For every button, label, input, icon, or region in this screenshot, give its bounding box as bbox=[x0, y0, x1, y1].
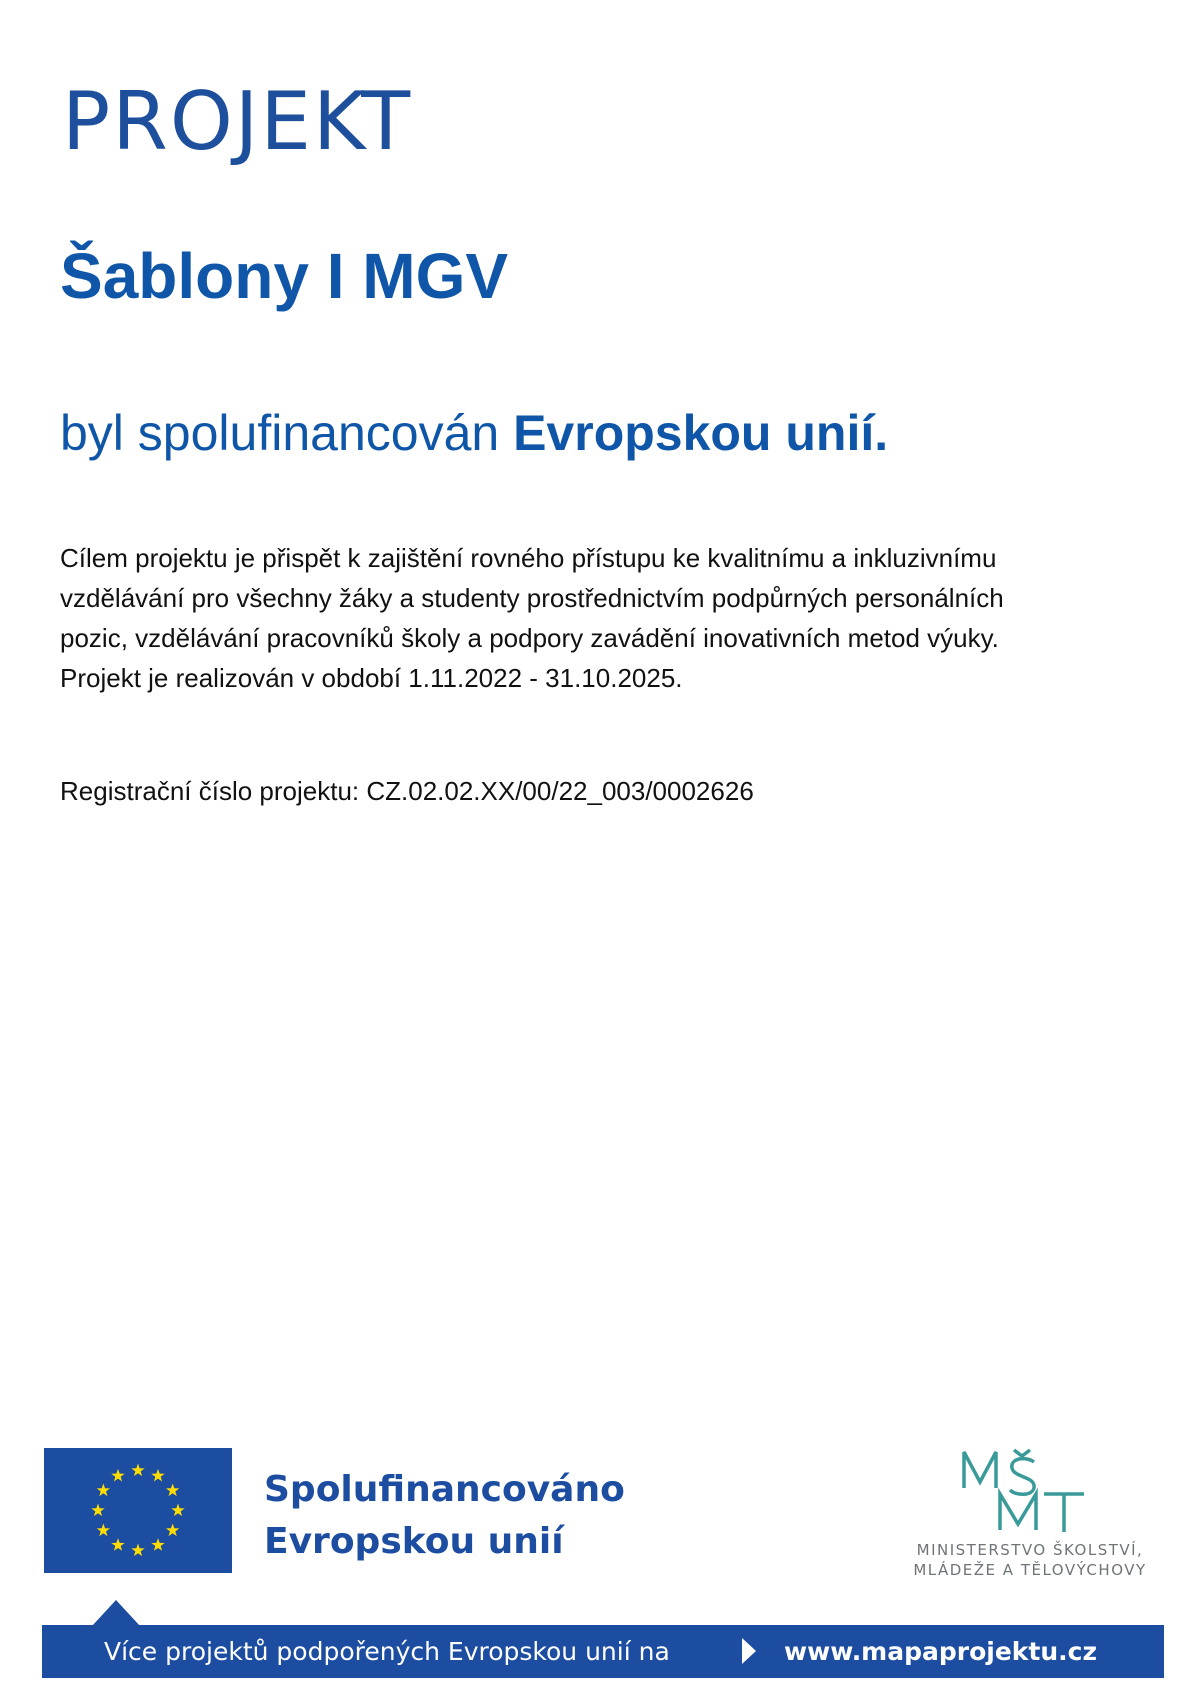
eu-logo-line2: Evropskou unií bbox=[264, 1521, 564, 1562]
eu-star-icon bbox=[131, 1544, 144, 1557]
msmt-logo-text bbox=[880, 1540, 1180, 1580]
eu-star-icon bbox=[111, 1538, 124, 1551]
eu-star-icon bbox=[166, 1484, 179, 1497]
description-line: Projekt je realizován v období 1.11.2022 - 31.10.2025. bbox=[60, 663, 683, 693]
arrow-right-icon bbox=[742, 1638, 756, 1664]
msmt-line1: MINISTERSTVO ŠKOLSTVÍ, bbox=[916, 1541, 1144, 1559]
eu-logo-line1: Spolufinancováno bbox=[264, 1469, 625, 1510]
eu-star-icon bbox=[97, 1524, 110, 1537]
eu-star-icon bbox=[151, 1538, 164, 1551]
msmt-line2: MLÁDEŽE A TĚLOVÝCHOVY bbox=[913, 1561, 1147, 1579]
eu-star-icon bbox=[131, 1464, 144, 1477]
project-name: Šablony I MGV bbox=[60, 240, 509, 312]
eu-star-icon bbox=[97, 1484, 110, 1497]
registration-number: Registrační číslo projektu: CZ.02.02.XX/00/22_003/0002626 bbox=[60, 776, 754, 806]
eu-flag-icon bbox=[44, 1448, 232, 1573]
footer-bar-notch bbox=[92, 1600, 140, 1626]
footer-bar bbox=[42, 1625, 1164, 1678]
cofinanced-statement bbox=[60, 405, 889, 461]
cofinanced-prefix: byl spolufinancován bbox=[60, 405, 514, 461]
description-line: vzdělávání pro všechny žáky a studenty prostřednictvím podpůrných personálních bbox=[60, 583, 1004, 613]
eu-star-icon bbox=[151, 1469, 164, 1482]
eu-star-icon bbox=[91, 1504, 104, 1517]
msmt-logo-mark-icon bbox=[960, 1448, 1100, 1538]
eu-star-icon bbox=[111, 1469, 124, 1482]
description-line: pozic, vzdělávání pracovníků školy a podpory zavádění inovativních metod výuky. bbox=[60, 623, 999, 653]
project-description bbox=[60, 538, 1150, 698]
footer-text: Více projektů podpořených Evropskou unií na bbox=[104, 1637, 670, 1666]
eu-star-icon bbox=[171, 1504, 184, 1517]
description-line: Cílem projektu je přispět k zajištění rovného přístupu ke kvalitnímu a inkluzivnímu bbox=[60, 543, 997, 573]
eu-logo-text bbox=[264, 1464, 625, 1568]
eu-stars-icon bbox=[44, 1448, 232, 1573]
eu-star-icon bbox=[166, 1524, 179, 1537]
footer-link[interactable]: www.mapaprojektu.cz bbox=[784, 1637, 1098, 1666]
heading-projekt: PROJEKT bbox=[62, 75, 413, 168]
cofinanced-emphasis: Evropskou unií. bbox=[513, 405, 889, 461]
